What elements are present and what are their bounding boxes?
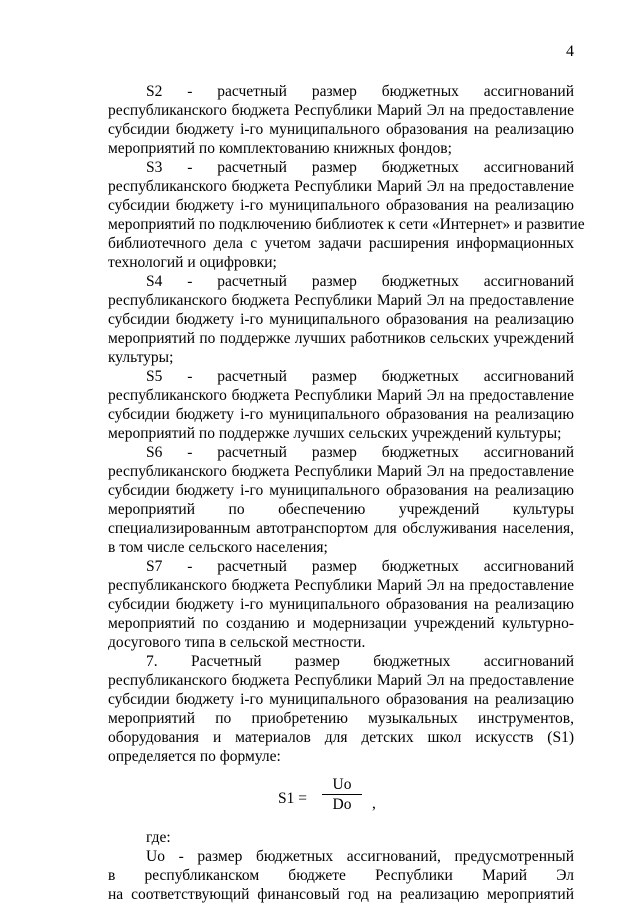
formula-lhs: S1 = bbox=[278, 790, 307, 807]
text-line: субсидии бюджету i-го муниципального образования на реализацию bbox=[108, 311, 574, 328]
text-line: специализированным автотранспортом для обслуживания населения, bbox=[108, 520, 574, 537]
formula-denominator: Do bbox=[332, 796, 352, 813]
paragraph-s2 bbox=[108, 82, 574, 158]
text-line: республиканского бюджета Республики Марий Эл на предоставление bbox=[108, 463, 574, 480]
paragraph-s7 bbox=[108, 557, 574, 652]
page-number: 4 bbox=[566, 43, 574, 60]
text-line: оборудования и материалов для детских школ искусств (S1) bbox=[108, 729, 574, 746]
document-body bbox=[108, 82, 585, 904]
text-line: в республиканском бюджете Республики Марий Эл bbox=[108, 867, 574, 884]
text-line: республиканского бюджета Республики Марий Эл на предоставление bbox=[108, 672, 574, 689]
text-line: S4 - расчетный размер бюджетных ассигнований bbox=[146, 273, 574, 290]
text-line: S7 - расчетный размер бюджетных ассигнований bbox=[146, 558, 574, 575]
text-line: мероприятий по созданию и модернизации учреждений культурно- bbox=[108, 615, 574, 632]
where-label-paragraph bbox=[108, 828, 574, 847]
formula-fraction bbox=[322, 775, 362, 814]
formula-s1 bbox=[108, 775, 574, 825]
paragraph-s6 bbox=[108, 443, 574, 557]
text-line: 7. Расчетный размер бюджетных ассигнований bbox=[146, 653, 574, 670]
text-line: субсидии бюджету i-го муниципального образования на реализацию bbox=[108, 482, 574, 499]
text-line: технологий и оцифровки; bbox=[108, 254, 277, 271]
text-line: республиканского бюджета Республики Марий Эл на предоставление bbox=[108, 577, 574, 594]
text-line: мероприятий по поддержке лучших сельских учреждений культуры; bbox=[108, 425, 562, 442]
text-line: республиканского бюджета Республики Марий Эл на предоставление bbox=[108, 102, 574, 119]
paragraph-s5 bbox=[108, 367, 574, 443]
text-line: в том числе сельского населения; bbox=[108, 539, 328, 556]
text-line: определяется по формуле: bbox=[108, 748, 281, 765]
paragraph-s4 bbox=[108, 272, 574, 367]
text-line: мероприятий по поддержке лучших работников сельских учреждений bbox=[108, 330, 574, 347]
text-line: субсидии бюджету i-го муниципального образования на реализацию bbox=[108, 596, 574, 613]
text-line: республиканского бюджета Республики Марий Эл на предоставление bbox=[108, 178, 574, 195]
text-line: S6 - расчетный размер бюджетных ассигнований bbox=[146, 444, 574, 461]
text-line: S3 - расчетный размер бюджетных ассигнований bbox=[146, 159, 574, 176]
text-line: Uo - размер бюджетных ассигнований, предусмотренный bbox=[146, 848, 574, 865]
where-label: где: bbox=[146, 829, 171, 846]
text-line: субсидии бюджету i-го муниципального образования на реализацию bbox=[108, 691, 574, 708]
paragraph-item-7 bbox=[108, 652, 574, 766]
text-line: библиотечного дела с учетом задачи расширения информационных bbox=[108, 235, 574, 252]
text-line: субсидии бюджету i-го муниципального образования на реализацию bbox=[108, 406, 574, 423]
text-line: мероприятий по приобретению музыкальных инструментов, bbox=[108, 710, 574, 727]
text-line: досугового типа в сельской местности. bbox=[108, 634, 366, 651]
text-line: республиканского бюджета Республики Марий Эл на предоставление bbox=[108, 292, 574, 309]
text-line: S2 - расчетный размер бюджетных ассигнований bbox=[146, 83, 574, 100]
text-line: на соответствующий финансовый год на реализацию мероприятий bbox=[108, 886, 574, 903]
text-line: мероприятий по комплектованию книжных фондов; bbox=[108, 140, 452, 157]
formula-comma: , bbox=[372, 795, 376, 812]
text-line: мероприятий по обеспечению учреждений культуры bbox=[108, 501, 574, 518]
text-line: культуры; bbox=[108, 349, 174, 366]
text-line: субсидии бюджету i-го муниципального образования на реализацию bbox=[108, 197, 574, 214]
text-line: S5 - расчетный размер бюджетных ассигнований bbox=[146, 368, 574, 385]
paragraph-s3 bbox=[108, 158, 585, 272]
paragraph-uo-definition bbox=[108, 847, 574, 904]
text-line: мероприятий по подключению библиотек к сети «Интернет» и развитие bbox=[108, 216, 585, 233]
text-line: республиканского бюджета Республики Марий Эл на предоставление bbox=[108, 387, 574, 404]
formula-numerator: Uo bbox=[322, 775, 362, 795]
text-line: субсидии бюджету i-го муниципального образования на реализацию bbox=[108, 121, 574, 138]
